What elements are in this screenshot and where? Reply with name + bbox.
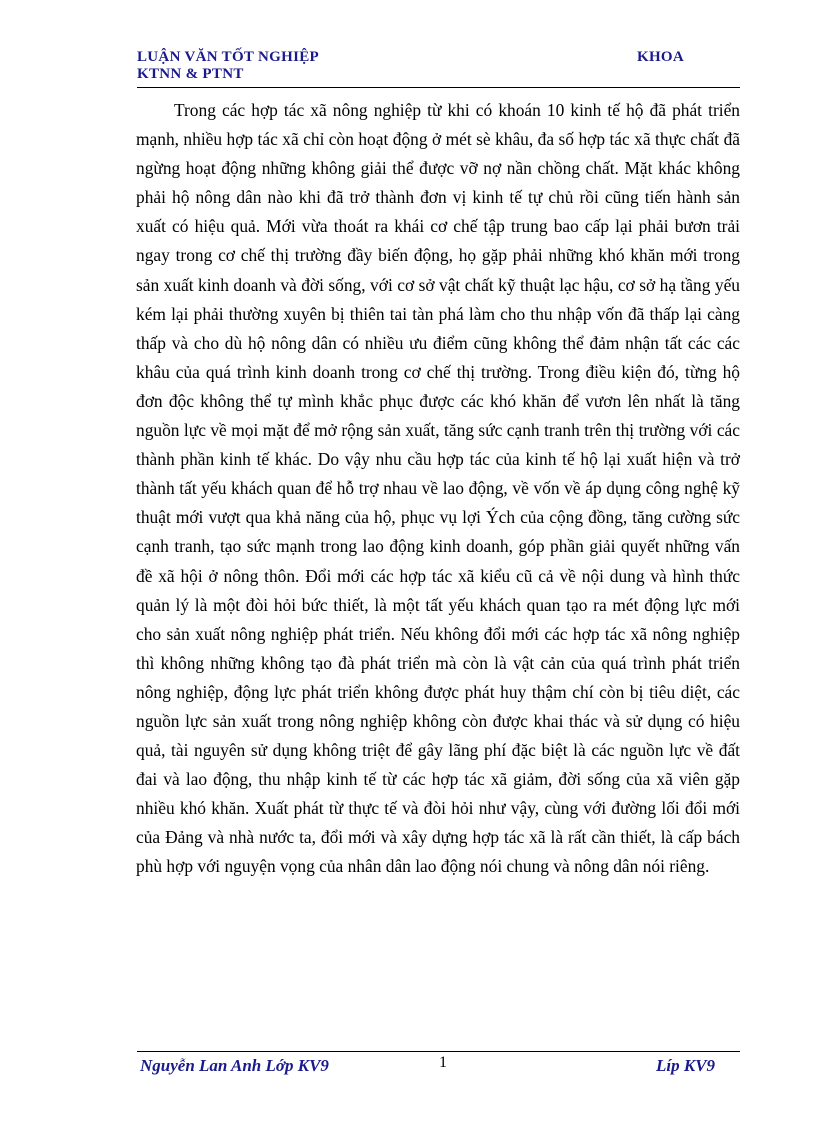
page-header: [137, 49, 740, 88]
footer-class: Líp KV9: [656, 1056, 716, 1075]
page-number: 1: [439, 1054, 447, 1071]
footer-divider: [137, 1051, 740, 1052]
header-left: [137, 49, 319, 83]
body-paragraph: Trong các hợp tác xã nông nghiệp từ khi có khoán 10 kinh tế hộ đã phát triển mạnh, nhiều hợp tác xã chỉ còn hoạt động ở mét sè khâu, đa số hợp tác xã thực chất đã ngừng hoạt động những không giải thể được vỡ nợ nần chồng chất. Mặt khác không phải hộ nông dân nào khi đã trở thành đơn vị kinh tế tự chủ rồi cũng tiến hành sản xuất có hiệu quả. Mới vừa thoát ra khái cơ chế tập trung bao cấp lại phải bươn trải ngay trong cơ chế thị trường đầy biến động, họ gặp phải những khó khăn mới trong sản xuất kinh doanh và đời sống, với cơ sở vật chất kỹ thuật lạc hậu, cơ sở hạ tầng yếu kém lại phải thường xuyên bị thiên tai tàn phá làm cho thu nhập vốn đã thấp lại càng thấp và cho dù hộ nông dân có nhiều ưu điểm cũng không thể đảm nhận tất các các khâu của quá trình kinh doanh trong cơ chế thị trường. Trong điều kiện đó, từng hộ đơn độc không thể tự mình khắc phục được các khó khăn để vươn lên nhất là tăng nguồn lực về mọi mặt để mở rộng sản xuất, tăng sức cạnh tranh trên thị trường với các thành phần kinh tế khác. Do vậy nhu cầu hợp tác của kinh tế hộ lại xuất hiện và trở thành tất yếu khách quan để hỗ trợ nhau về lao động, về vốn về áp dụng công nghệ kỹ thuật mới vượt qua khả năng của hộ, phục vụ lợi Ých của cộng đồng, tăng cường sức cạnh tranh, tạo sức mạnh trong lao động kinh doanh, góp phần giải quyết những vấn đề xã hội ở nông thôn. Đổi mới các hợp tác xã kiểu cũ cả về nội dung và hình thức quản lý là một đòi hỏi bức thiết, là một tất yếu khách quan tạo ra mét động lực mới cho sản xuất nông nghiệp phát triển. Nếu không đổi mới các hợp tác xã nông nghiệp thì không những không tạo đà phát triển mà còn là vật cản của quá trình phát triển nông nghiệp, động lực phát triển không được phát huy thậm chí còn bị tiêu diệt, các nguồn lực sản xuất trong nông nghiệp không còn được khai thác và sử dụng có hiệu quả, tài nguyên sử dụng không triệt để gây lãng phí đặc biệt là các nguồn lực về đất đai và lao động, thu nhập kinh tế từ các hợp tác xã giảm, đời sống của xã viên gặp nhiều khó khăn. Xuất phát từ thực tế và đòi hỏi như vậy, cùng với đường lối đổi mới của Đảng và nhà nước ta, đổi mới và xây dựng hợp tác xã là rất cần thiết, là cấp bách phù hợp với nguyện vọng của nhân dân lao động nói chung và nông dân nói riêng.: [136, 100, 740, 877]
header-thesis-title: LUẬN VĂN TỐT NGHIỆP: [137, 49, 319, 65]
header-faculty: KHOA: [637, 49, 685, 65]
footer-author: Nguyễn Lan Anh Lớp KV9: [140, 1056, 329, 1075]
header-department: KTNN & PTNT: [137, 66, 244, 82]
